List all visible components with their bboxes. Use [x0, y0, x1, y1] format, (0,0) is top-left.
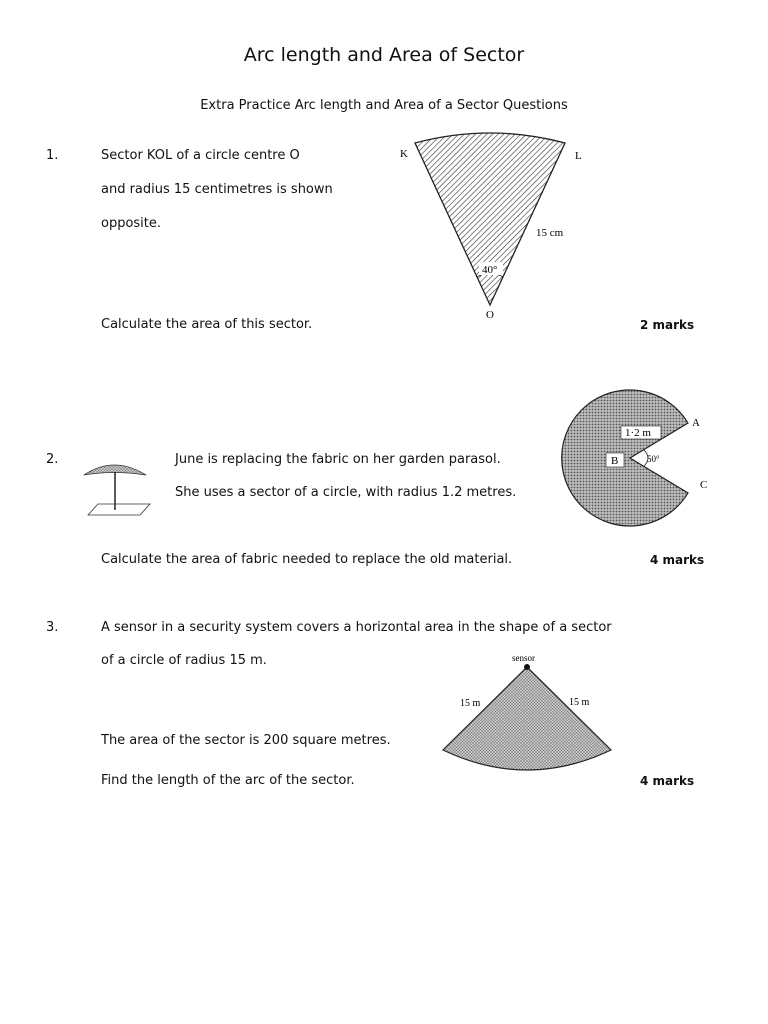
question-3-marks: 4 marks: [640, 774, 695, 788]
question-1-number: 1.: [46, 148, 59, 163]
label-c: C: [700, 479, 708, 491]
question-2-line-1: June is replacing the fabric on her garden parasol.: [175, 452, 501, 467]
question-3-task: Find the length of the arc of the sector.: [101, 773, 355, 788]
angle-label: 40°: [482, 264, 498, 276]
sensor-sector-diagram: [440, 650, 620, 790]
question-2-marks: 4 marks: [650, 553, 705, 567]
left-radius-label: 15 m: [460, 698, 481, 709]
angle-label: 50°: [647, 454, 660, 464]
question-3-line-1: A sensor in a security system covers a horizontal area in the shape of a sector: [101, 620, 612, 635]
question-2-line-2: She uses a sector of a circle, with radius 1.2 metres.: [175, 485, 517, 500]
sensor-label: sensor: [512, 653, 535, 663]
question-2-task: Calculate the area of fabric needed to replace the old material.: [101, 552, 513, 567]
radius-label: 15 cm: [536, 227, 564, 239]
question-1-line-3: opposite.: [101, 216, 162, 231]
page-subtitle: Extra Practice Arc length and Area of a Sector Questions: [200, 98, 568, 113]
question-2-number: 2.: [46, 452, 59, 467]
page-title: Arc length and Area of Sector: [243, 44, 525, 66]
question-1-marks: 2 marks: [640, 318, 695, 332]
label-o: O: [486, 309, 494, 321]
parasol-icon: [82, 460, 152, 520]
label-a: A: [692, 417, 700, 429]
label-l: L: [575, 150, 582, 162]
question-1-line-2: and radius 15 centimetres is shown: [101, 182, 333, 197]
right-radius-label: 15 m: [569, 697, 590, 708]
radius-label: 1·2 m: [625, 427, 651, 439]
parasol-sector-diagram: [558, 390, 718, 540]
question-3-number: 3.: [46, 620, 59, 635]
question-3-given: The area of the sector is 200 square metres.: [101, 733, 391, 748]
question-3-line-2: of a circle of radius 15 m.: [101, 653, 267, 668]
sector-kol-diagram: [395, 135, 605, 325]
label-b: B: [611, 455, 619, 467]
question-1-line-1: Sector KOL of a circle centre O: [101, 148, 300, 163]
label-k: K: [400, 148, 408, 160]
question-1-task: Calculate the area of this sector.: [101, 317, 313, 332]
